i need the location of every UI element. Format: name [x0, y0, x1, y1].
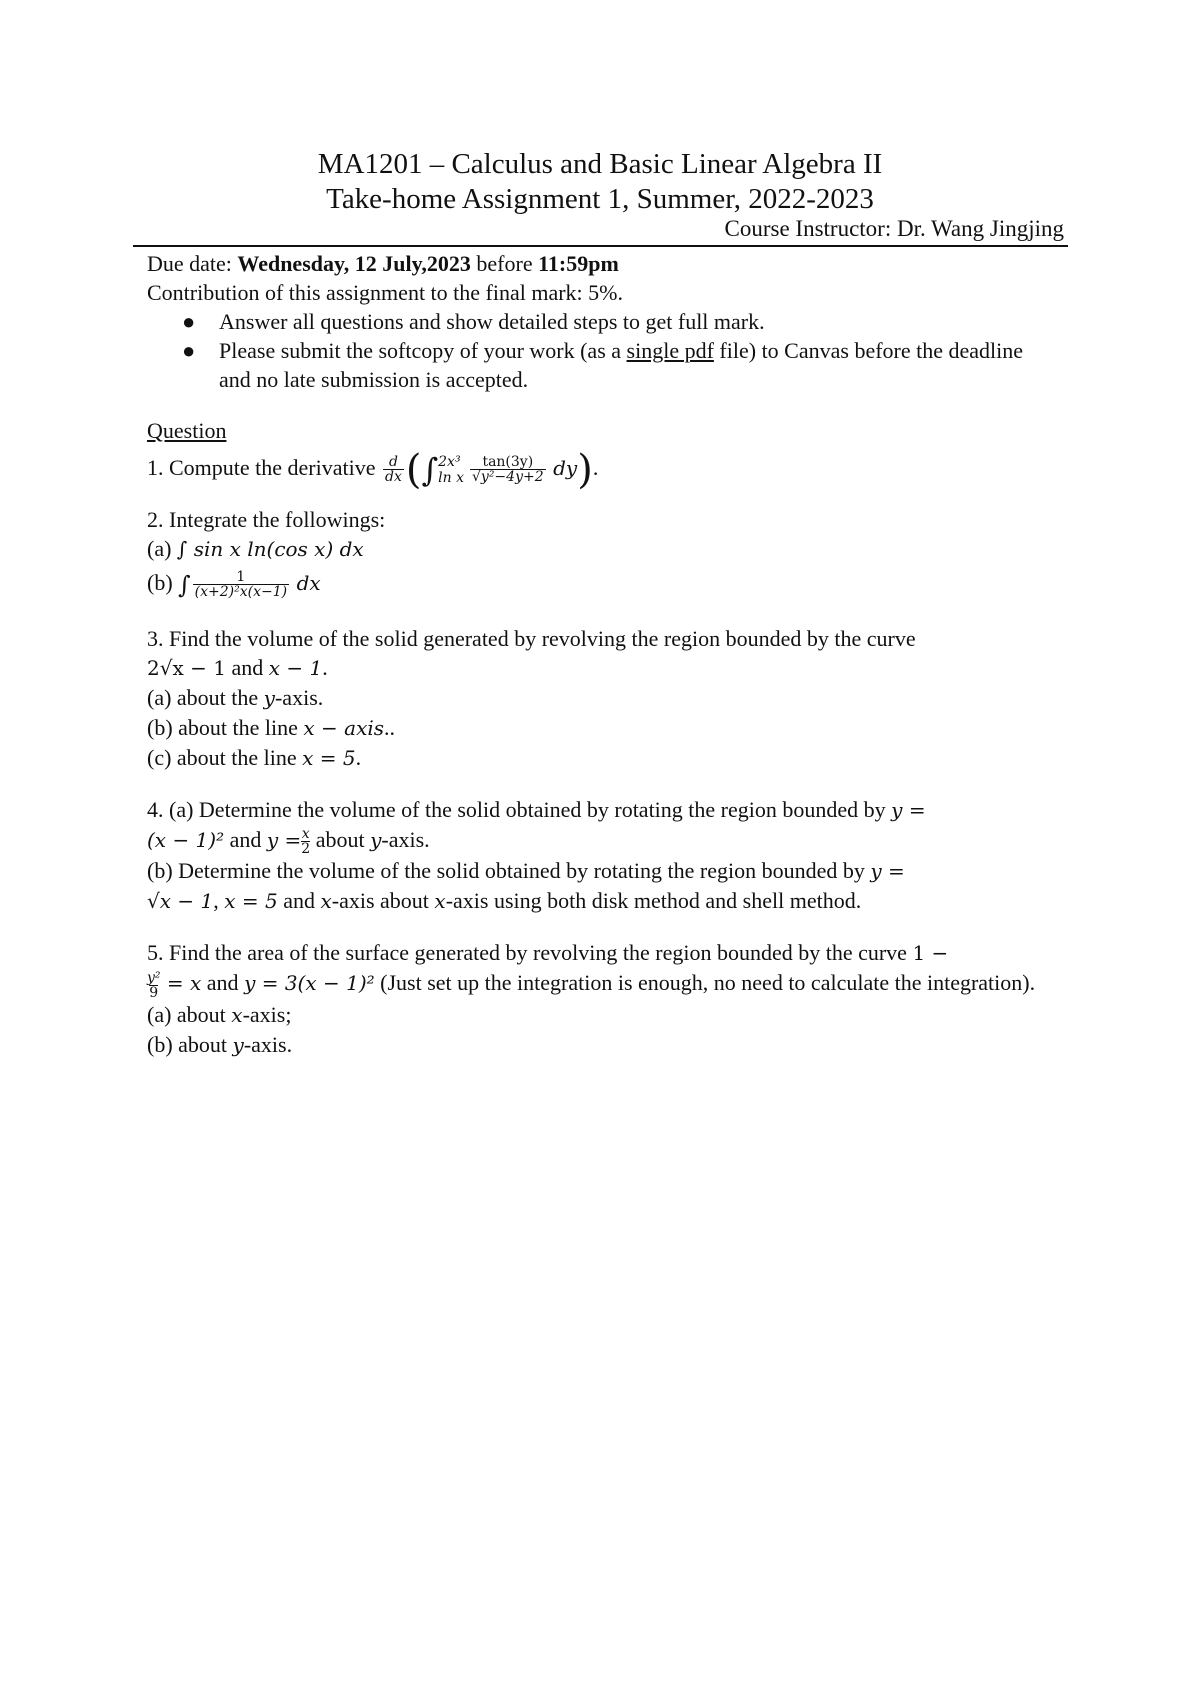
due-date: Wednesday, 12 July,2023: [237, 251, 471, 276]
instruction-item: ● Answer all questions and show detailed steps to get full mark.: [182, 309, 765, 334]
assignment-body: [147, 249, 1052, 1060]
question-3c: (c) about the line x = 5.: [147, 745, 362, 770]
derivative-operator: $\frac{d}{dx}$: [385, 453, 402, 485]
single-pdf-text: single pdf: [626, 338, 714, 363]
question-4b: (b) Determine the volume of the solid obtained by rotating the region bounded by y = √x − 1, x = 5 and x-axis about x-axis using both disk method and shell method.: [147, 858, 905, 914]
contribution-line: Contribution of this assignment to the final mark: 5%.: [147, 280, 623, 305]
fraction: $\frac{x}{2}$: [301, 826, 311, 858]
integrand: $\frac{\tan(3y)}{\text{√y²−4y+2}}$: [471, 453, 544, 485]
question-2b: (b) ∫ $\frac{1}{\text{(x+2)²x(x−1)}}$ dx: [147, 568, 321, 600]
instruction-item: ● Please submit the softcopy of your work (as a single pdf file) to Canvas before the deadline and no late submission is accepted.: [182, 338, 1024, 392]
integral-sign-icon: ∫: [421, 450, 439, 489]
course-title: MA1201 – Calculus and Basic Linear Algebra II: [317, 148, 883, 180]
fraction: $\frac{1}{\text{(x+2)²x(x−1)}}$: [194, 568, 288, 600]
integral-limits: 2x³ ln x: [438, 453, 464, 486]
question-5a: (a) about x-axis;: [147, 1001, 292, 1027]
due-time: 11:59pm: [538, 251, 619, 276]
due-date-line: Due date: Wednesday, 12 July,2023 before 11:59pm: [147, 251, 619, 276]
instructor-line: Course Instructor: Dr. Wang Jingjing: [724, 216, 1064, 241]
question-2a: (a) ∫ sin x ln(cos x) dx: [147, 536, 364, 561]
bullet-icon: ●: [182, 309, 196, 334]
question-5b: (b) about y-axis.: [147, 1031, 293, 1057]
question-heading: Question: [147, 418, 227, 443]
question-3b: (b) about the line x − axis..: [147, 715, 396, 740]
question-4a: 4. (a) Determine the volume of the solid obtained by rotating the region bounded by y = (x − 1)² and y = $\frac{x}{2}$ about y-axis.: [147, 797, 926, 858]
fraction: $\frac{\text{y²}}{9}$: [147, 969, 161, 1001]
question-1: 1. Compute the derivative $\frac{d}{dx}$ (∫ 2x³ ln x $\frac{\tan(3y)}{\text{√y²−4y+2}}$ dy).: [147, 446, 599, 493]
question-5: 5. Find the area of the surface generated by revolving the region bounded by the curve 1 − $\frac{\text{y²}}{9}$ = x and y = 3(x − 1)² (Just set up the integration is enough, no need to calculate the integration).: [147, 940, 1036, 1001]
question-3a: (a) about the y-axis.: [147, 685, 324, 710]
bullet-icon: ●: [182, 338, 196, 363]
question-3: 3. Find the volume of the solid generated by revolving the region bounded by the curve 2√x − 1 and x − 1.: [147, 626, 916, 680]
instructions-list: [147, 307, 1052, 394]
header-divider: [133, 245, 1068, 247]
assignment-title: Take-home Assignment 1, Summer, 2022-2023: [326, 183, 874, 215]
question-2: 2. Integrate the followings:: [147, 507, 386, 532]
